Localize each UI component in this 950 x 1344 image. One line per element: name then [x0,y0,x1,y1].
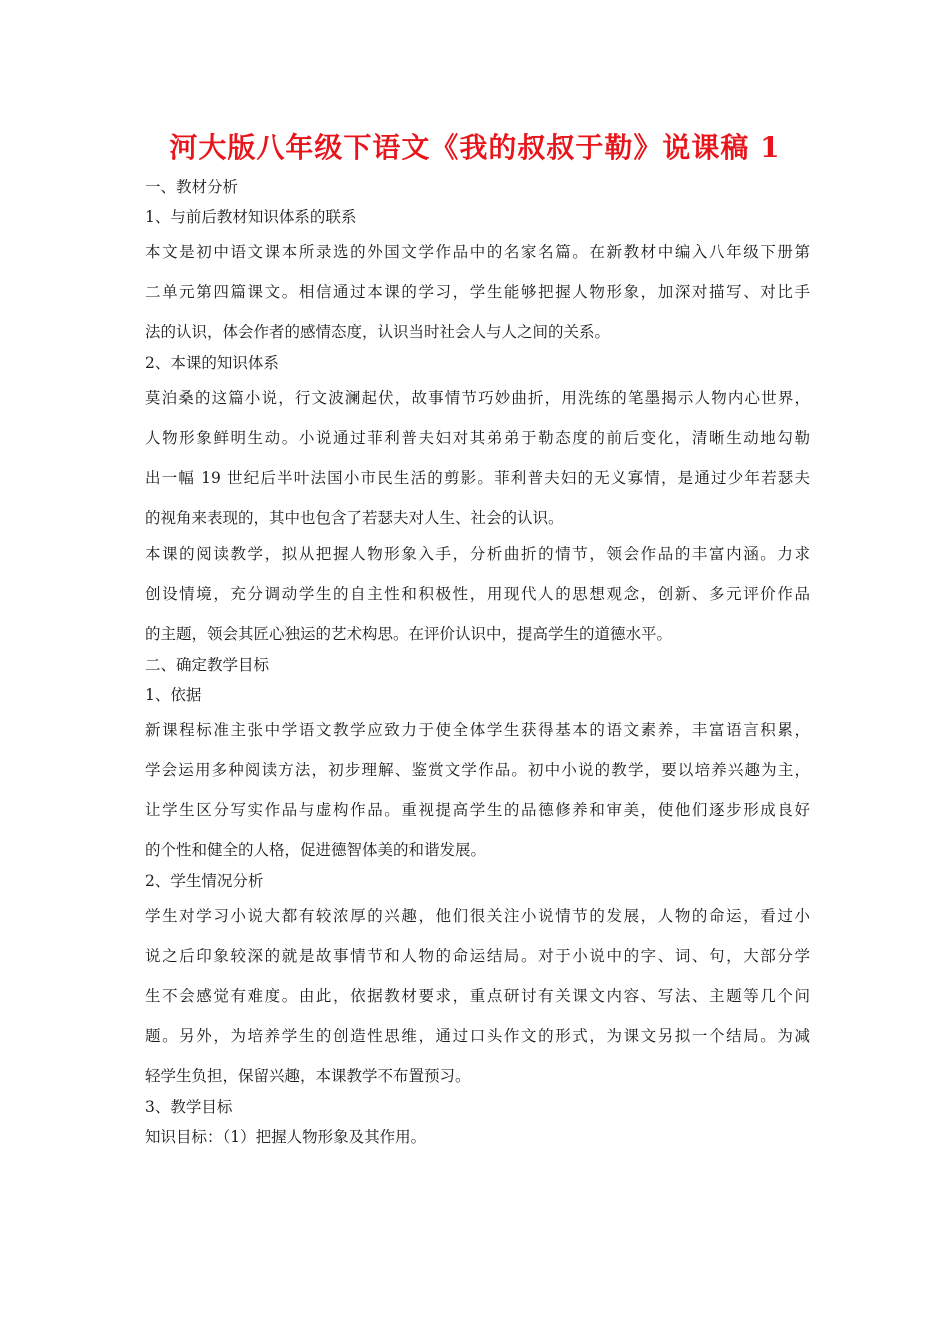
section-heading: 1、依据 [145,686,202,704]
paragraph-line: 本课的阅读教学，拟从把握人物形象入手，分析曲折的情节，领会作品的丰富内涵。力求 [145,545,810,563]
section-heading: 二、确定教学目标 [145,656,270,674]
paragraph-line: 的个性和健全的人格，促进德智体美的和谐发展。 [145,841,487,859]
paragraph-line: 本文是初中语文课本所录选的外国文学作品中的名家名篇。在新教材中编入八年级下册第 [145,243,810,261]
section-heading: 3、教学目标 [145,1098,233,1116]
paragraph-line: 说之后印象较深的就是故事情节和人物的命运结局。对于小说中的字、词、句，大部分学 [145,947,810,965]
paragraph-line: 的视角来表现的，其中也包含了若瑟夫对人生、社会的认识。 [145,509,564,527]
paragraph-line: 人物形象鲜明生动。小说通过菲利普夫妇对其弟弟于勒态度的前后变化，清晰生动地勾勒 [145,429,810,447]
section-heading: 2、本课的知识体系 [145,354,279,372]
document-body [145,172,810,1152]
paragraph-line: 轻学生负担，保留兴趣，本课教学不布置预习。 [145,1067,471,1085]
paragraph-line: 新课程标准主张中学语文教学应致力于使全体学生获得基本的语文素养，丰富语言积累， [145,721,810,739]
paragraph-line: 二单元第四篇课文。相信通过本课的学习，学生能够把握人物形象，加深对描写、对比手 [145,283,810,301]
section-heading: 2、学生情况分析 [145,872,264,890]
paragraph-line: 学生对学习小说大都有较浓厚的兴趣，他们很关注小说情节的发展，人物的命运，看过小 [145,907,810,925]
paragraph-line: 出一幅 19 世纪后半叶法国小市民生活的剪影。菲利普夫妇的无义寡情，是通过少年若瑟夫 [145,469,810,487]
paragraph-line: 让学生区分写实作品与虚构作品。重视提高学生的品德修养和审美，使他们逐步形成良好 [145,801,810,819]
section-heading: 1、与前后教材知识体系的联系 [145,208,357,226]
paragraph-line: 莫泊桑的这篇小说，行文波澜起伏，故事情节巧妙曲折，用洗练的笔墨揭示人物内心世界， [145,389,810,407]
section-heading: 一、教材分析 [145,178,239,196]
paragraph-line: 学会运用多种阅读方法，初步理解、鉴赏文学作品。初中小说的教学，要以培养兴趣为主， [145,761,810,779]
document-title: 河大版八年级下语文《我的叔叔于勒》说课稿 1 [169,131,781,164]
paragraph-line: 题。另外，为培养学生的创造性思维，通过口头作文的形式，为课文另拟一个结局。为减 [145,1027,810,1045]
paragraph-line: 的主题，领会其匠心独运的艺术构思。在评价认识中，提高学生的道德水平。 [145,625,673,643]
paragraph-line: 创设情境，充分调动学生的自主性和积极性，用现代人的思想观念，创新、多元评价作品 [145,585,810,603]
paragraph-line: 法的认识，体会作者的感情态度，认识当时社会人与人之间的关系。 [145,323,611,341]
section-heading: 知识目标：（1）把握人物形象及其作用。 [145,1128,427,1146]
paragraph-line: 生不会感觉有难度。由此，依据教材要求，重点研讨有关课文内容、写法、主题等几个问 [145,987,810,1005]
